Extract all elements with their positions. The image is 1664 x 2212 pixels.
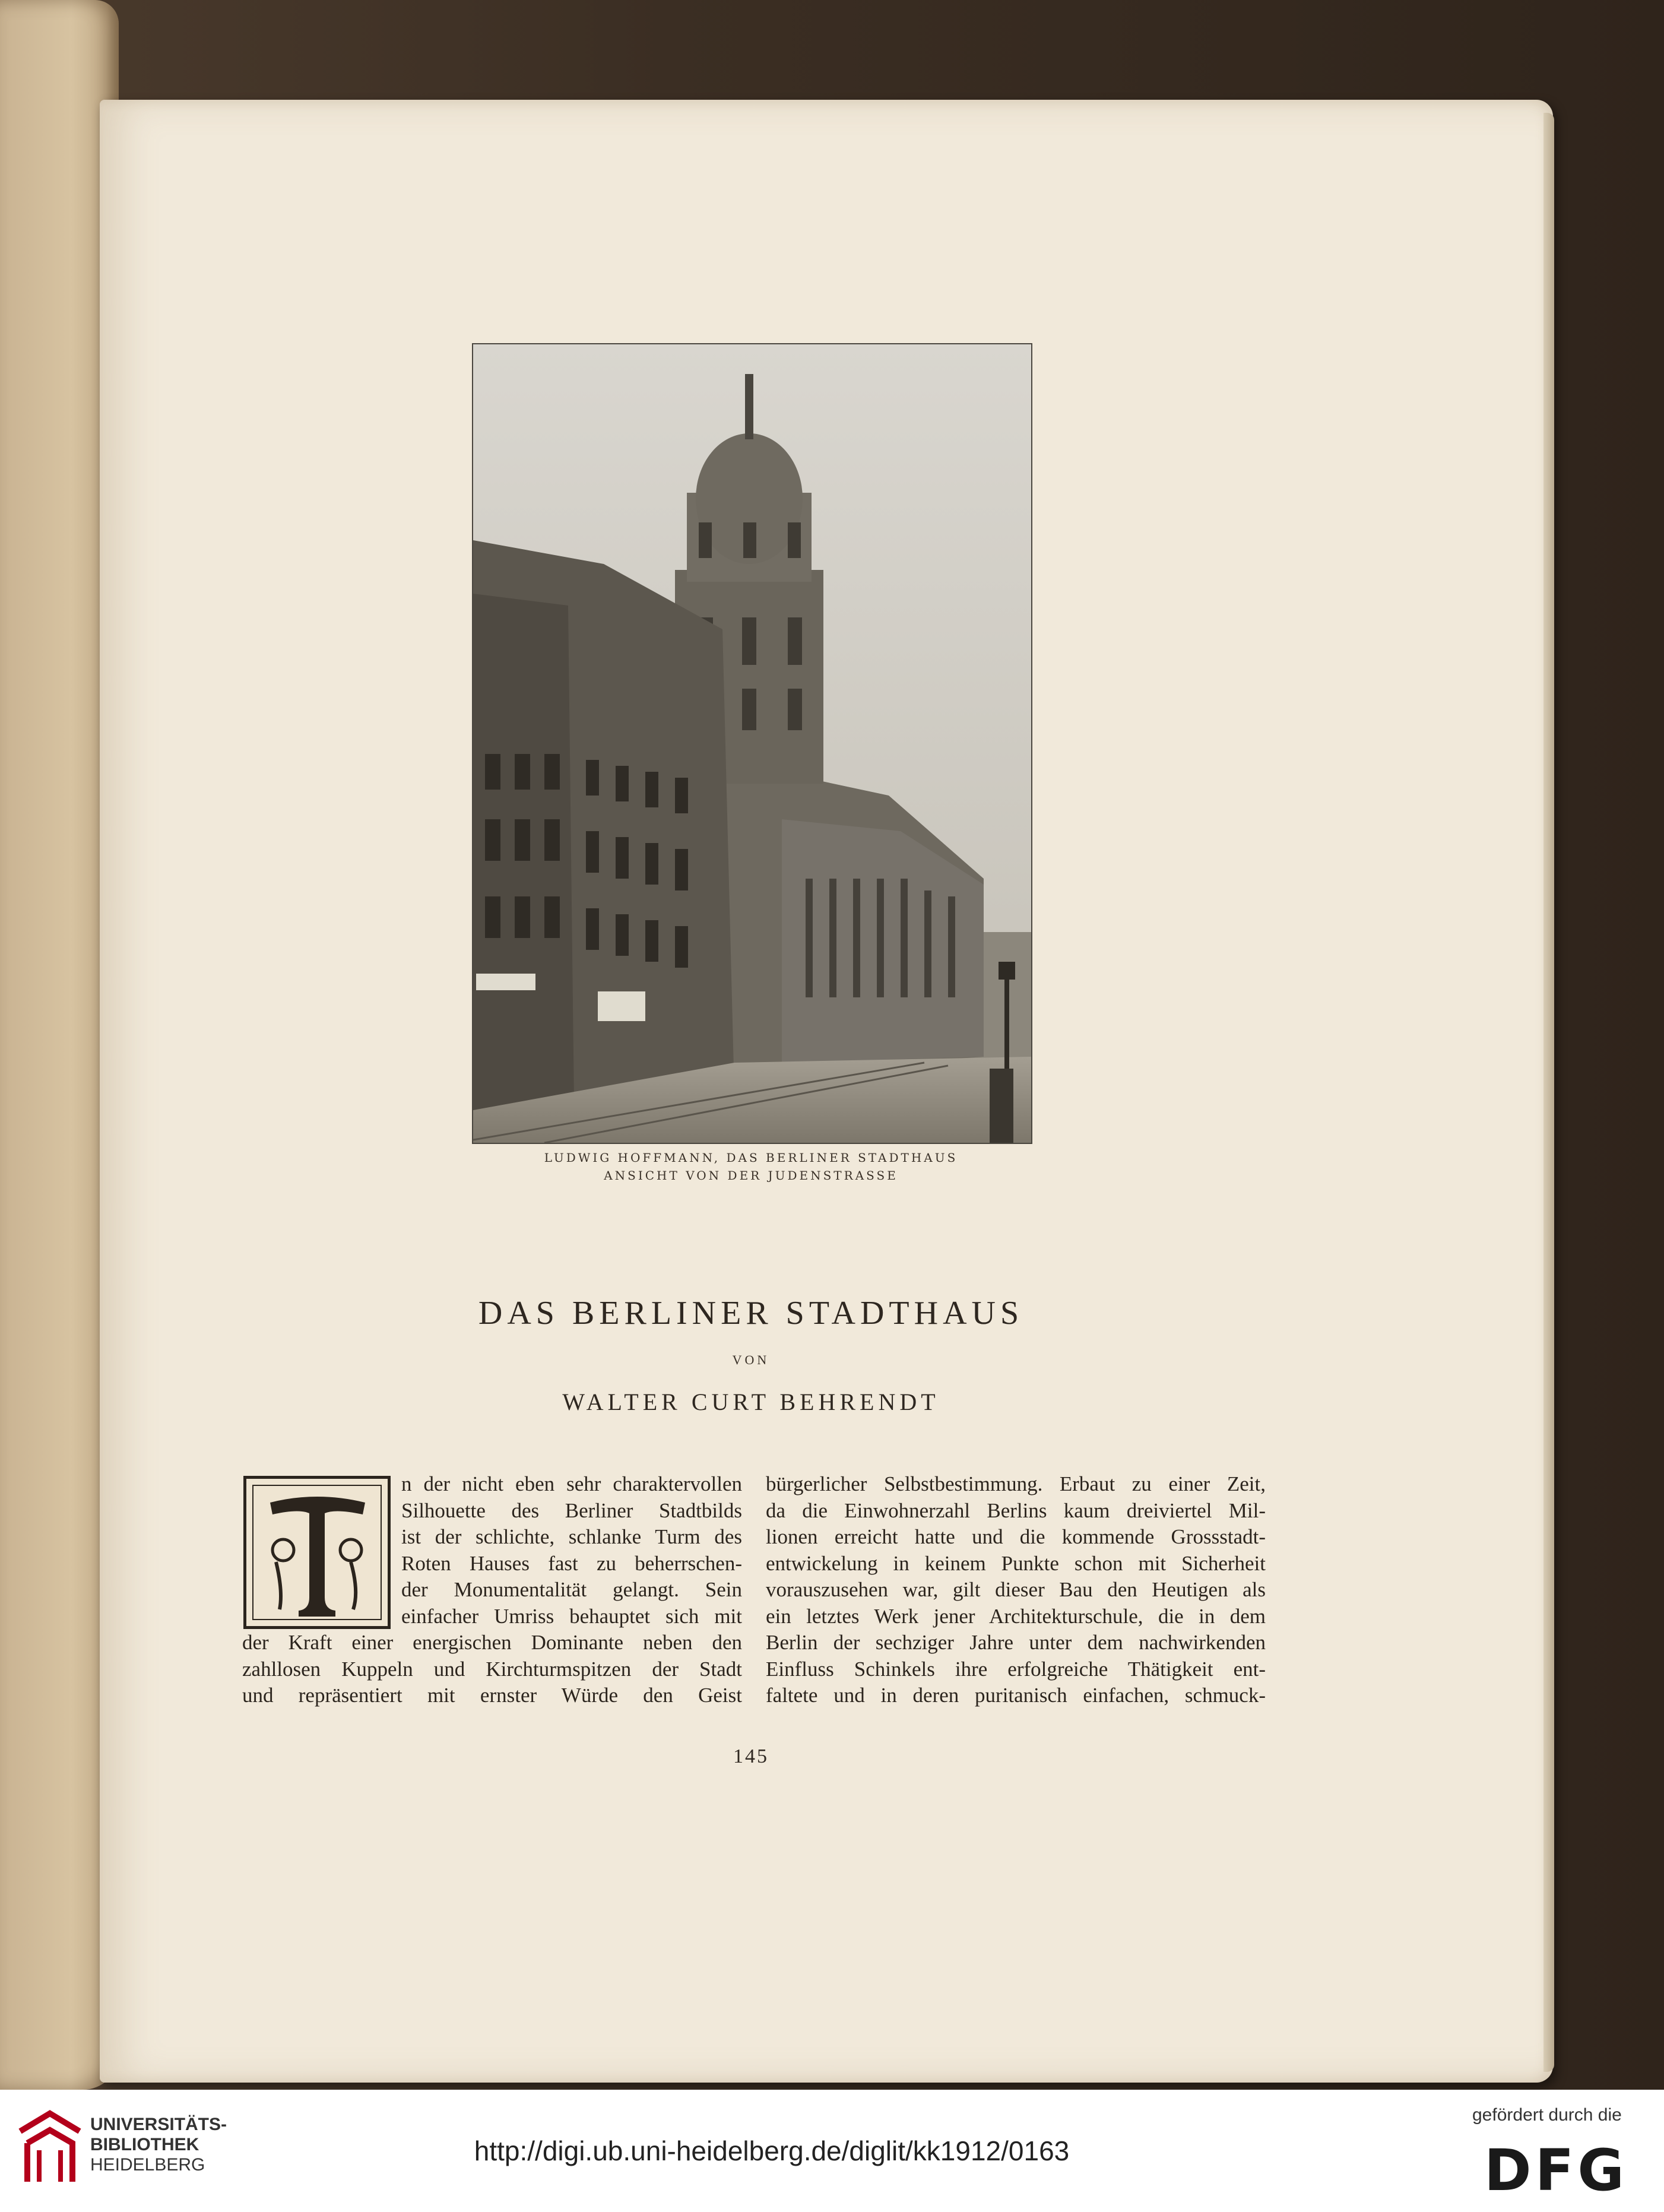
- permalink-url[interactable]: http://digi.ub.uni-heidelberg.de/diglit/kk1912/0163: [474, 2135, 1070, 2166]
- dfg-logo[interactable]: DFG: [1484, 2137, 1628, 2204]
- body-line: faltete und in deren puritanisch einfachen, schmuck-: [766, 1684, 1266, 1707]
- funded-by-label: gefördert durch die: [1472, 2105, 1622, 2125]
- page-block-edge: [1543, 113, 1554, 2072]
- body-line: Roten Hauses fast zu beherrschen-: [401, 1551, 742, 1575]
- article-title: DAS BERLINER STADTHAUS: [478, 1295, 1024, 1332]
- body-line: bürgerlicher Selbstbestimmung. Erbaut zu einer Zeit,: [766, 1472, 1266, 1495]
- body-line: einfacher Umriss behauptet sich mit: [401, 1604, 742, 1628]
- body-line: ist der schlichte, schlanke Turm des: [401, 1525, 742, 1548]
- body-line: Silhouette des Berliner Stadtbilds: [401, 1498, 742, 1522]
- ub-heidelberg-logo-icon: [14, 2108, 85, 2191]
- body-line: da die Einwohnerzahl Berlins kaum dreiviertel Mil-: [766, 1498, 1266, 1522]
- body-line: und repräsentiert mit ernster Würde den Geist: [242, 1684, 742, 1707]
- viewer-footer: [0, 2090, 1664, 2212]
- body-line: Einfluss Schinkels ihre erfolgreiche Thätigkeit ent-: [766, 1657, 1266, 1681]
- body-line: der Kraft einer energischen Dominante neben den: [242, 1631, 742, 1654]
- body-line: ein letztes Werk jener Architekturschule, die in dem: [766, 1604, 1266, 1628]
- library-name-line-3: HEIDELBERG: [90, 2155, 205, 2175]
- body-line: Berlin der sechziger Jahre unter dem nachwirkenden: [766, 1631, 1266, 1654]
- page-number: 145: [733, 1745, 769, 1767]
- library-name-line-1: UNIVERSITÄTS-: [90, 2115, 227, 2134]
- library-name: [90, 2115, 227, 2175]
- body-line: vorauszusehen war, gilt dieser Bau den Heutigen als: [766, 1578, 1266, 1601]
- photo-caption-line-2: ANSICHT VON DER JUDENSTRASSE: [604, 1168, 898, 1183]
- article-author: WALTER CURT BEHRENDT: [562, 1389, 940, 1415]
- byline-von: VON: [732, 1352, 770, 1367]
- text-column-left: [242, 1471, 742, 1709]
- body-line: n der nicht eben sehr charaktervollen: [401, 1472, 742, 1495]
- body-line: entwickelung in keinem Punkte schon mit Sicherheit: [766, 1551, 1266, 1575]
- library-name-line-2: BIBLIOTHEK: [90, 2135, 199, 2154]
- body-line: zahllosen Kuppeln und Kirchturmspitzen der Stadt: [242, 1657, 742, 1681]
- text-column-right: [766, 1471, 1266, 1709]
- body-line: der Monumentalität gelangt. Sein: [401, 1578, 742, 1601]
- building-photo: [472, 343, 1032, 1144]
- body-line: lionen erreicht hatte und die kommende Grossstadt-: [766, 1525, 1266, 1548]
- photo-caption-line-1: LUDWIG HOFFMANN, DAS BERLINER STADTHAUS: [544, 1151, 958, 1165]
